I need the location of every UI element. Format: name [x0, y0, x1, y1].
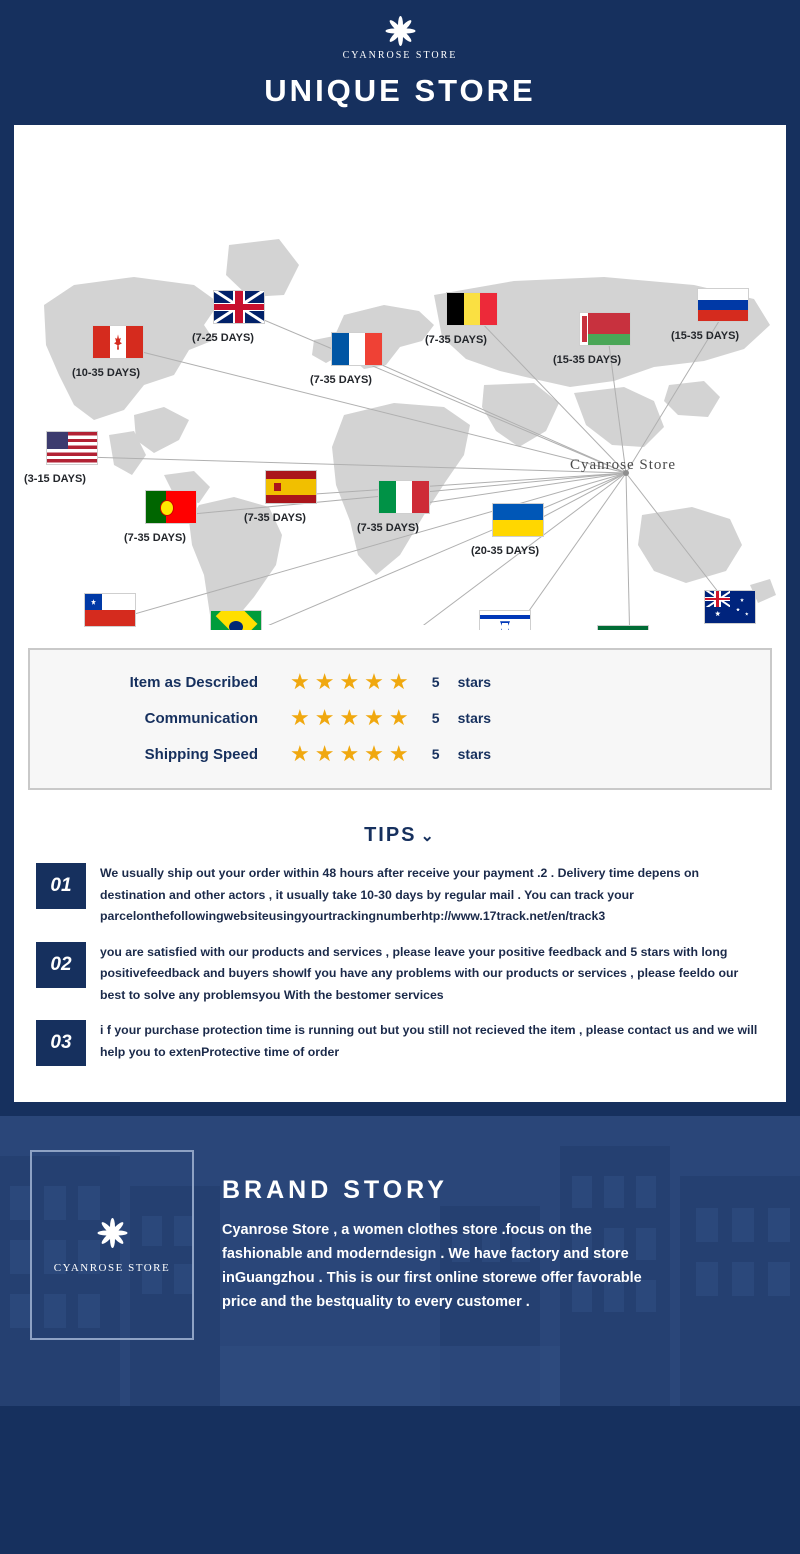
chevron-down-icon: ⌄: [420, 828, 436, 845]
shipping-map: [14, 125, 786, 630]
tip-number-02: 02: [36, 942, 86, 988]
belarus-flag-icon: [579, 312, 631, 346]
list-item: [36, 863, 764, 928]
flag-days-italy: (7-35 DAYS): [357, 522, 419, 534]
brand-story-description: Cyanrose Store , a women clothes store .focus on the fashionable and moderndesign . We have factory and store inGuangzhou . This is our first online storewe offer favorable price and the bestquality to every customer .: [222, 1221, 642, 1310]
flag-united-states: [24, 431, 98, 485]
canada-flag-icon: [92, 325, 144, 359]
content-card: [14, 125, 786, 1102]
israel-flag-icon: [479, 610, 531, 630]
italy-flag-icon: [378, 480, 430, 514]
belgium-flag-icon: [446, 292, 498, 326]
page-header: [0, 0, 800, 125]
flag-israel: [479, 610, 531, 630]
rating-unit-item-as-described: stars: [457, 674, 492, 690]
ukraine-flag-icon: [492, 503, 544, 537]
page-title: UNIQUE STORE: [264, 73, 536, 108]
flag-days-united-kingdom: (7-25 DAYS): [192, 332, 254, 344]
russia-flag-icon: [697, 288, 749, 322]
united-states-flag-icon: [46, 431, 98, 465]
flag-days-france: (7-35 DAYS): [310, 374, 372, 386]
flag-days-ukraine: (20-35 DAYS): [471, 545, 540, 557]
australia-flag-icon: [704, 590, 756, 624]
flag-saudi-arabia: [597, 625, 649, 630]
tips-title: TIPS: [364, 824, 417, 846]
rating-unit-shipping-speed: stars: [457, 746, 492, 762]
flag-canada: [72, 325, 144, 379]
tip-number-01: 01: [36, 863, 86, 909]
list-item: [36, 1020, 764, 1066]
rating-row: [30, 700, 770, 736]
hub-label: Cyanrose Store: [570, 457, 677, 473]
tip-text-02: you are satisfied with our products and services , please leave your positive feedback and 5 stars with long positivefeedback and buyers showIf you have any problems with our products or services , please feeldo our best to solve any problemsyou With the bestomer services: [100, 944, 739, 1002]
flag-spain: [244, 470, 317, 524]
flag-france: [310, 332, 383, 386]
chile-flag-icon: [84, 593, 136, 627]
flag-brazil: [210, 610, 262, 630]
flag-days-canada: (10-35 DAYS): [72, 367, 141, 379]
ratings-panel: [28, 648, 772, 790]
brand-logo-text: CYANROSE STORE: [53, 1262, 171, 1275]
flag-belgium: [425, 292, 498, 346]
rating-score-shipping-speed: 5: [431, 746, 440, 762]
flag-days-spain: (7-35 DAYS): [244, 512, 306, 524]
flag-chile: [84, 593, 136, 627]
flag-russia: [671, 288, 749, 342]
world-map-graphic: [14, 135, 786, 625]
cyanrose-flower-logo-icon: [377, 14, 423, 48]
header-logo-text: CYANROSE STORE: [342, 50, 458, 61]
spain-flag-icon: [265, 470, 317, 504]
tips-list: [36, 863, 764, 1066]
rating-label-shipping-speed: Shipping Speed: [144, 745, 258, 763]
flag-days-belgium: (7-35 DAYS): [425, 334, 487, 346]
tips-heading: [14, 824, 786, 847]
rating-unit-communication: stars: [457, 710, 492, 726]
brazil-flag-icon: [210, 610, 262, 630]
flag-belarus: [553, 312, 631, 366]
flag-portugal: [124, 490, 197, 544]
rating-stars-shipping-speed: ★★★★★: [290, 741, 414, 766]
flag-united-kingdom: [192, 290, 265, 344]
flag-days-belarus: (15-35 DAYS): [553, 354, 622, 366]
brand-story-content: [0, 1116, 800, 1340]
flag-australia: [704, 590, 756, 624]
brand-story-text-block: [222, 1176, 642, 1315]
tip-text-01: We usually ship out your order within 48 hours after receive your payment .2 . Delivery time depens on destination and other actors , it usually take 10-30 days by regular mail . You can track your parcelonthefollowingwebsiteusingyourtrackingnumberhtp://www.17track.net/en/track3: [100, 866, 700, 924]
flag-days-russia: (15-35 DAYS): [671, 330, 740, 342]
portugal-flag-icon: [145, 490, 197, 524]
flag-days-united-states: (3-15 DAYS): [24, 473, 86, 485]
united-kingdom-flag-icon: [213, 290, 265, 324]
brand-story-section: [0, 1116, 800, 1406]
france-flag-icon: [331, 332, 383, 366]
list-item: [36, 942, 764, 1007]
flag-days-portugal: (7-35 DAYS): [124, 532, 186, 544]
rating-stars-item-as-described: ★★★★★: [290, 669, 414, 694]
tip-text-03: i f your purchase protection time is running out but you still not recieved the item , please contact us and we will help you to extenProtective time of order: [100, 1023, 758, 1059]
flag-ukraine: [471, 503, 544, 557]
rating-row: [30, 664, 770, 700]
flag-italy: [357, 480, 430, 534]
rating-label-communication: Communication: [144, 709, 258, 727]
rating-label-item-as-described: Item as Described: [129, 673, 258, 691]
rating-stars-communication: ★★★★★: [290, 705, 414, 730]
rating-score-item-as-described: 5: [431, 674, 440, 690]
brand-logo-box: [30, 1150, 194, 1340]
rating-row: [30, 736, 770, 772]
tip-number-03: 03: [36, 1020, 86, 1066]
brand-flower-logo-icon: [89, 1216, 135, 1250]
rating-score-communication: 5: [431, 710, 440, 726]
saudi-arabia-flag-icon: [597, 625, 649, 630]
brand-story-title: BRAND STORY: [222, 1175, 448, 1204]
